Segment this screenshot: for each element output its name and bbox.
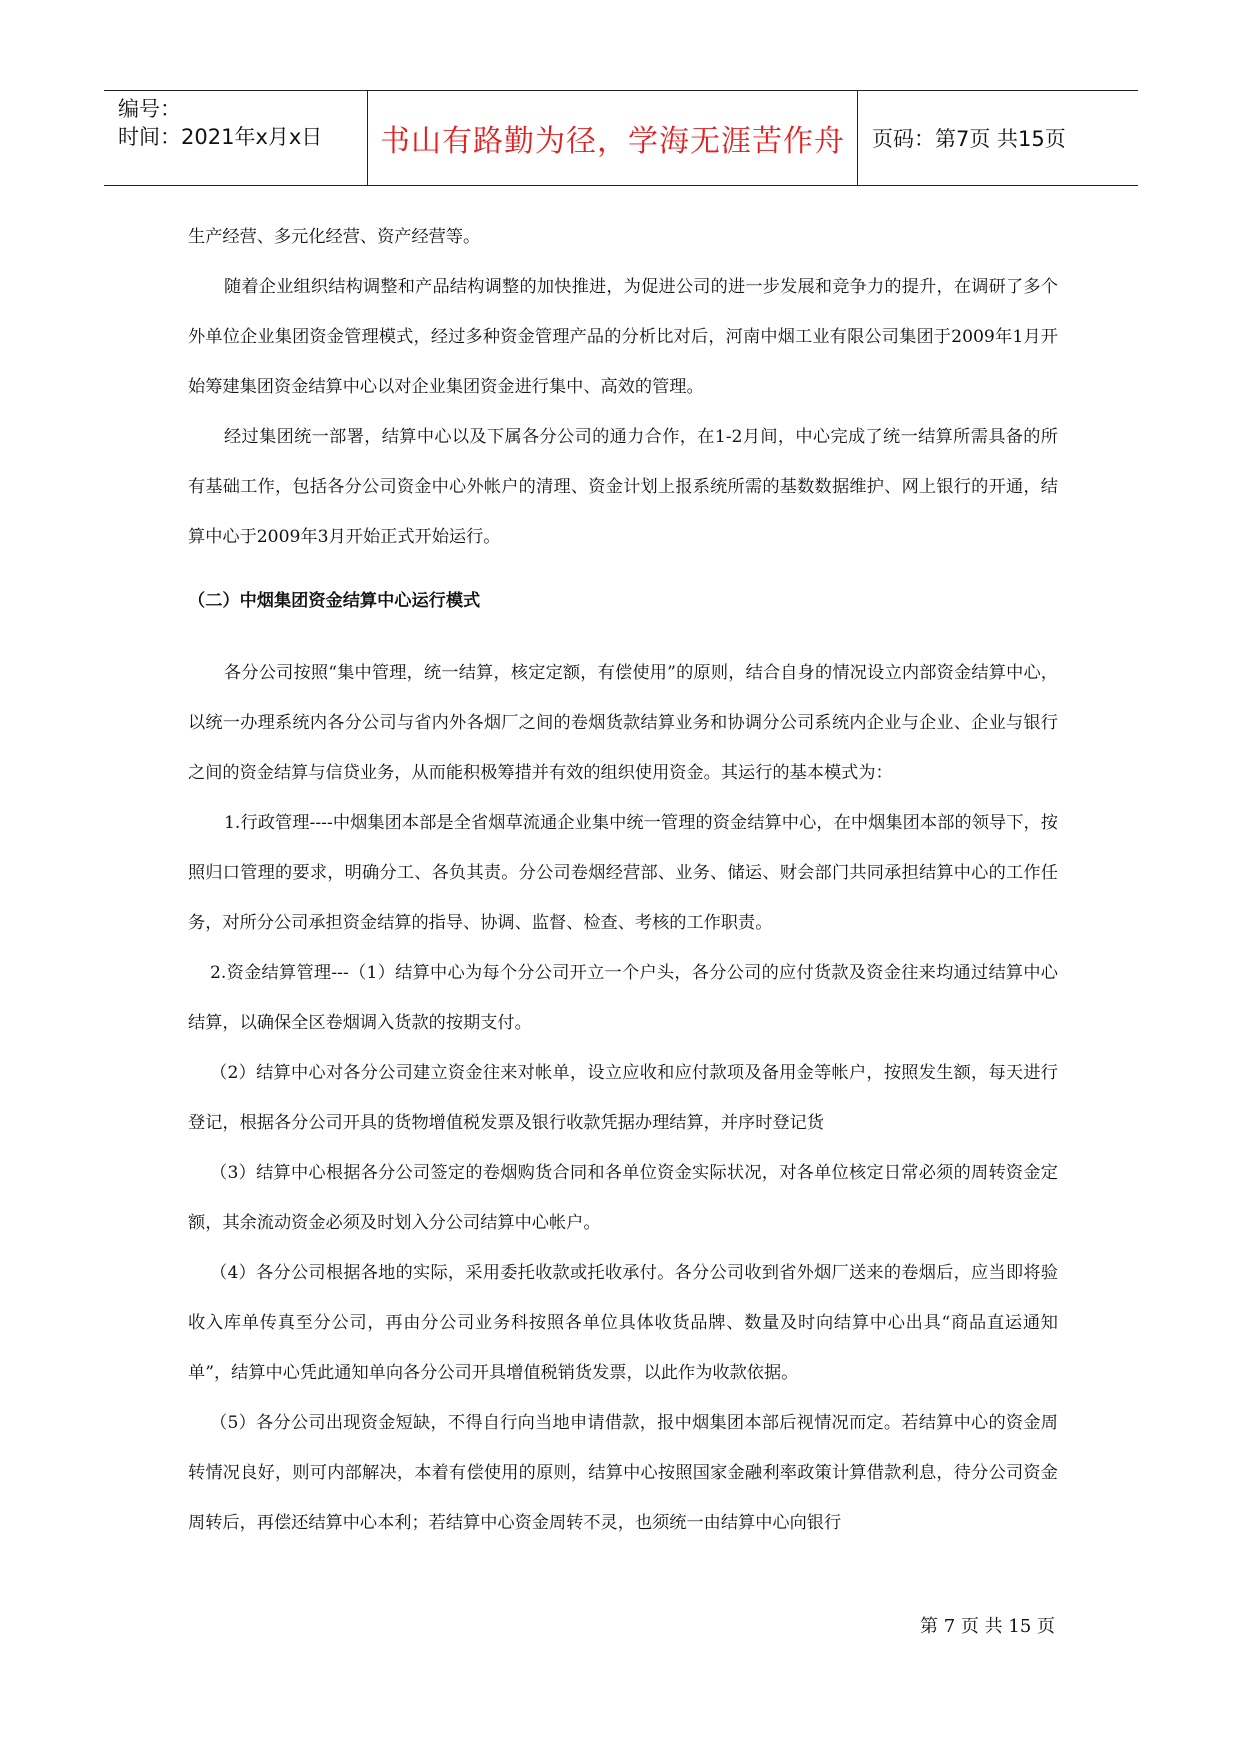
document-body — [188, 212, 1058, 1548]
paragraph: （5）各分公司出现资金短缺，不得自行向当地申请借款，报中烟集团本部后视情况而定。若结算中心的资金周转情况良好，则可内部解决，本着有偿使用的原则，结算中心按照国家金融利率政策计算借款利息，待分公司资金周转后，再偿还结算中心本利；若结算中心资金周转不灵，也须统一由结算中心向银行 — [188, 1413, 1058, 1533]
paragraph: 1.行政管理----中烟集团本部是全省烟草流通企业集中统一管理的资金结算中心，在中烟集团本部的领导下，按照归口管理的要求，明确分工、各负其责。分公司卷烟经营部、业务、储运、财会部门共同承担结算中心的工作任务，对所分公司承担资金结算的指导、协调、监督、检查、考核的工作职责。 — [188, 813, 1058, 933]
paragraph: 生产经营、多元化经营、资产经营等。 — [188, 227, 481, 247]
time-label: 时间：2021年x月x日 — [118, 125, 323, 149]
paragraph: 2.资金结算管理---（1）结算中心为每个分公司开立一个户头，各分公司的应付货款及资金往来均通过结算中心结算，以确保全区卷烟调入货款的按期支付。 — [188, 963, 1058, 1033]
paragraph: 随着企业组织结构调整和产品结构调整的加快推进，为促进公司的进一步发展和竞争力的提升，在调研了多个外单位企业集团资金管理模式，经过多种资金管理产品的分析比对后，河南中烟工业有限公司集团于2009年1月开始筹建集团资金结算中心以对企业集团资金进行集中、高效的管理。 — [188, 277, 1058, 397]
paragraph: （3）结算中心根据各分公司签定的卷烟购货合同和各单位资金实际状况，对各单位核定日常必须的周转资金定额，其余流动资金必须及时划入分公司结算中心帐户。 — [188, 1163, 1058, 1233]
paragraph: （2）结算中心对各分公司建立资金往来对帐单，设立应收和应付款项及备用金等帐户，按照发生额，每天进行登记，根据各分公司开具的货物增值税发票及银行收款凭据办理结算，并序时登记货 — [188, 1063, 1058, 1133]
page-footer: 第 7 页 共 15 页 — [920, 1616, 1055, 1637]
header-page-label: 页码：第7页 共15页 — [872, 127, 1066, 151]
section-heading: （二）中烟集团资金结算中心运行模式 — [188, 591, 481, 611]
header-motto: 书山有路勤为径，学海无涯苦作舟 — [368, 91, 858, 185]
paragraph: （4）各分公司根据各地的实际，采用委托收款或托收承付。各分公司收到省外烟厂送来的卷烟后，应当即将验收入库单传真至分公司，再由分公司业务科按照各单位具体收货品牌、数量及时向结算中心出具“商品直运通知单”，结算中心凭此通知单向各分公司开具增值税销货发票，以此作为收款依据。 — [188, 1263, 1058, 1383]
header-meta — [104, 91, 368, 185]
header-table — [104, 90, 1138, 186]
paragraph: 经过集团统一部署，结算中心以及下属各分公司的通力合作，在1-2月间，中心完成了统一结算所需具备的所有基础工作，包括各分公司资金中心外帐户的清理、资金计划上报系统所需的基数数据维护、网上银行的开通，结算中心于2009年3月开始正式开始运行。 — [188, 427, 1058, 547]
number-label: 编号： — [118, 97, 181, 121]
paragraph: 各分公司按照“集中管理，统一结算，核定定额，有偿使用”的原则，结合自身的情况设立内部资金结算中心，以统一办理系统内各分公司与省内外各烟厂之间的卷烟货款结算业务和协调分公司系统内企业与企业、企业与银行之间的资金结算与信贷业务，从而能积极筹措并有效的组织使用资金。其运行的基本模式为： — [188, 663, 1058, 783]
